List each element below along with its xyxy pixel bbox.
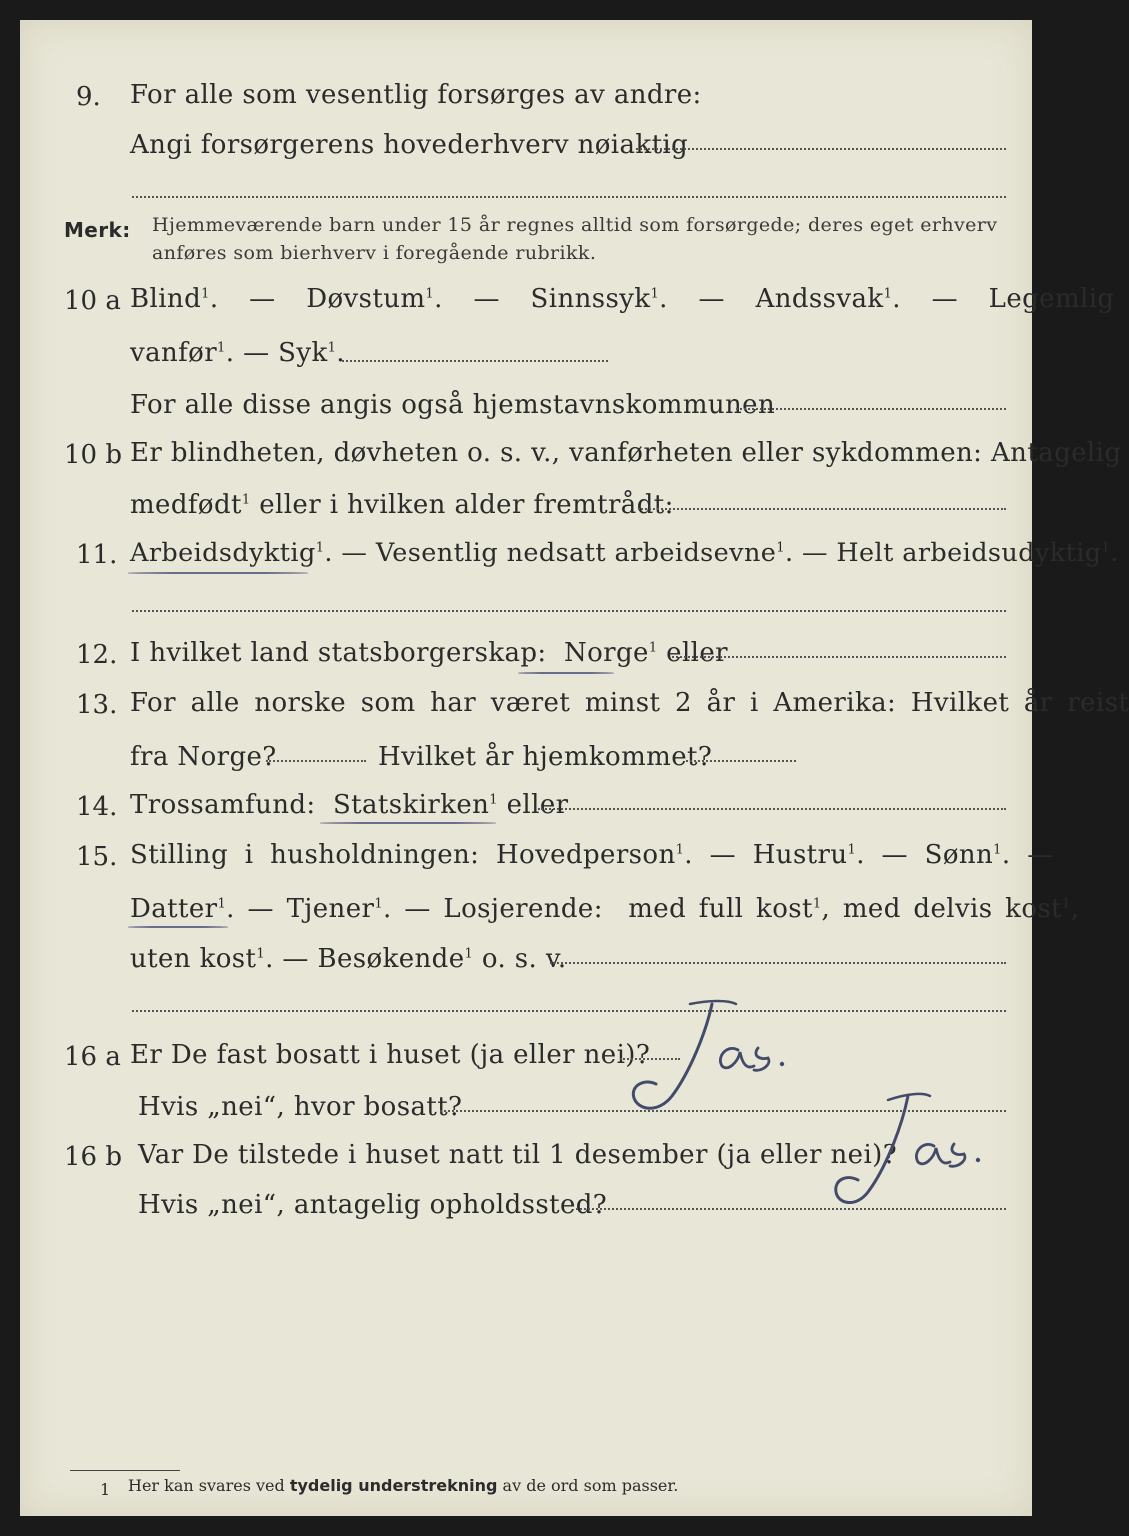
- option-arbeidsudyktig: Helt arbeidsudyktig: [836, 538, 1102, 568]
- q16b-line-2: Hvis „nei“, antagelig opholdssted?: [138, 1190, 608, 1220]
- item-number-15: 15.: [76, 842, 118, 872]
- footnote-rule: [70, 1470, 180, 1471]
- q11-line-1: Arbeidsdyktig$^1$. — Vesentlig nedsatt arbeidsevne$^1$. — Helt arbeidsudyktig$^1$.: [130, 538, 1119, 568]
- q11-answer-field[interactable]: [132, 610, 1006, 612]
- q9-answer-field[interactable]: [636, 148, 1006, 150]
- q10a-home-field[interactable]: [736, 408, 1006, 410]
- q13-line-2a: fra Norge?: [130, 742, 277, 772]
- option-datter: Datter: [130, 894, 218, 924]
- note-line-1: Hjemmeværende barn under 15 år regnes alltid som forsørgede; deres eget erhverv: [152, 214, 998, 236]
- q13-line-1: For alle norske som har været minst 2 år i Amerika: Hvilket år reist: [130, 688, 1129, 718]
- q10a-answer-field[interactable]: [342, 360, 608, 362]
- handwritten-underline-datter: [128, 926, 228, 928]
- option-sinnssyk: Sinnssyk: [530, 284, 651, 314]
- footnote-text: Her kan svares ved tydelig understrekning av de ord som passer.: [128, 1476, 679, 1495]
- item-number-16b: 16 b: [64, 1142, 122, 1172]
- q16a-line-1: Er De fast bosatt i huset (ja eller nei)?: [130, 1040, 651, 1070]
- q9-line-1: For alle som vesentlig forsørges av andre:: [130, 80, 702, 110]
- q13-line-2b: Hvilket år hjemkommet?: [378, 742, 713, 772]
- handwritten-underline-statskirken: [320, 822, 496, 824]
- q14-answer-field[interactable]: [538, 808, 1006, 810]
- form-page: [20, 20, 1129, 1516]
- q15-line-3: uten kost$^1$. — Besøkende$^1$ o. s. v.: [130, 944, 567, 974]
- item-number-16a: 16 a: [64, 1042, 121, 1072]
- item-number-10a: 10 a: [64, 286, 121, 316]
- q10b-answer-field[interactable]: [638, 508, 1006, 510]
- q10b-line-1: Er blindheten, døvheten o. s. v., vanførheten eller sykdommen: Antagelig: [130, 438, 1122, 468]
- item-number-12: 12.: [76, 640, 118, 670]
- note-line-2: anføres som bierhverv i foregående rubrikk.: [152, 242, 597, 264]
- q12-answer-field[interactable]: [672, 656, 1006, 658]
- item-number-14: 14.: [76, 792, 118, 822]
- q9-answer-field-2[interactable]: [132, 196, 1006, 198]
- option-blind: Blind: [130, 284, 202, 314]
- q10a-line-3: For alle disse angis også hjemstavnskommunen: [130, 390, 776, 420]
- q12-line-1: I hvilket land statsborgerskap: Norge$^1$ eller: [130, 638, 728, 668]
- q15-line-1: Stilling i husholdningen: Hovedperson$^1$. — Hustru$^1$. — Sønn$^1$. —: [130, 840, 1054, 870]
- option-syk: Syk: [278, 338, 328, 368]
- option-legemlig: Legemlig: [988, 284, 1115, 314]
- option-dovstum: Døvstum: [306, 284, 426, 314]
- footnote-mark: 1: [100, 1480, 111, 1499]
- q10b-line-2: medfødt$^1$ eller i hvilken alder fremtrådt:: [130, 490, 674, 520]
- q10a-line-1: Blind$^1$. — Døvstum$^1$. — Sinnssyk$^1$. — Andssvak$^1$. — Legemlig: [130, 284, 1115, 314]
- q14-line-1: Trossamfund: Statskirken$^1$ eller: [130, 790, 569, 820]
- item-number-10b: 10 b: [64, 440, 122, 470]
- handwritten-underline-norge: [518, 672, 614, 674]
- q9-line-2: Angi forsørgerens hovederhverv nøiaktig: [130, 130, 689, 160]
- q13-left-field[interactable]: [266, 760, 366, 762]
- option-nedsatt: Vesentlig nedsatt arbeidsevne: [375, 538, 777, 568]
- q13-returned-field[interactable]: [686, 760, 796, 762]
- q15-answer-field[interactable]: [550, 962, 1006, 964]
- handwritten-underline-arbeidsdyktig: [128, 572, 308, 574]
- handwritten-answer-16a: [620, 992, 820, 1122]
- note-label: Merk:: [64, 218, 131, 242]
- q16a-line-2: Hvis „nei“, hvor bosatt?: [138, 1092, 463, 1122]
- q15-line-2: Datter$^1$. — Tjener$^1$. — Losjerende: med full kost$^1$, med delvis kost$^1$,: [130, 894, 1080, 924]
- option-statskirken: Statskirken: [332, 790, 490, 820]
- q15-answer-field-2[interactable]: [132, 1010, 1006, 1012]
- handwritten-answer-16b: [826, 1086, 1016, 1216]
- option-andssvak: Andssvak: [755, 284, 884, 314]
- item-number-13: 13.: [76, 690, 118, 720]
- item-number-9: 9.: [76, 82, 101, 112]
- item-number-11: 11.: [76, 540, 118, 570]
- q16b-line-1: Var De tilstede i huset natt til 1 desember (ja eller nei)?: [138, 1140, 898, 1170]
- q10a-line-2: vanfør$^1$. — Syk$^1$.: [130, 338, 345, 368]
- option-norge: Norge: [563, 638, 649, 668]
- option-arbeidsdyktig: Arbeidsdyktig: [130, 538, 316, 568]
